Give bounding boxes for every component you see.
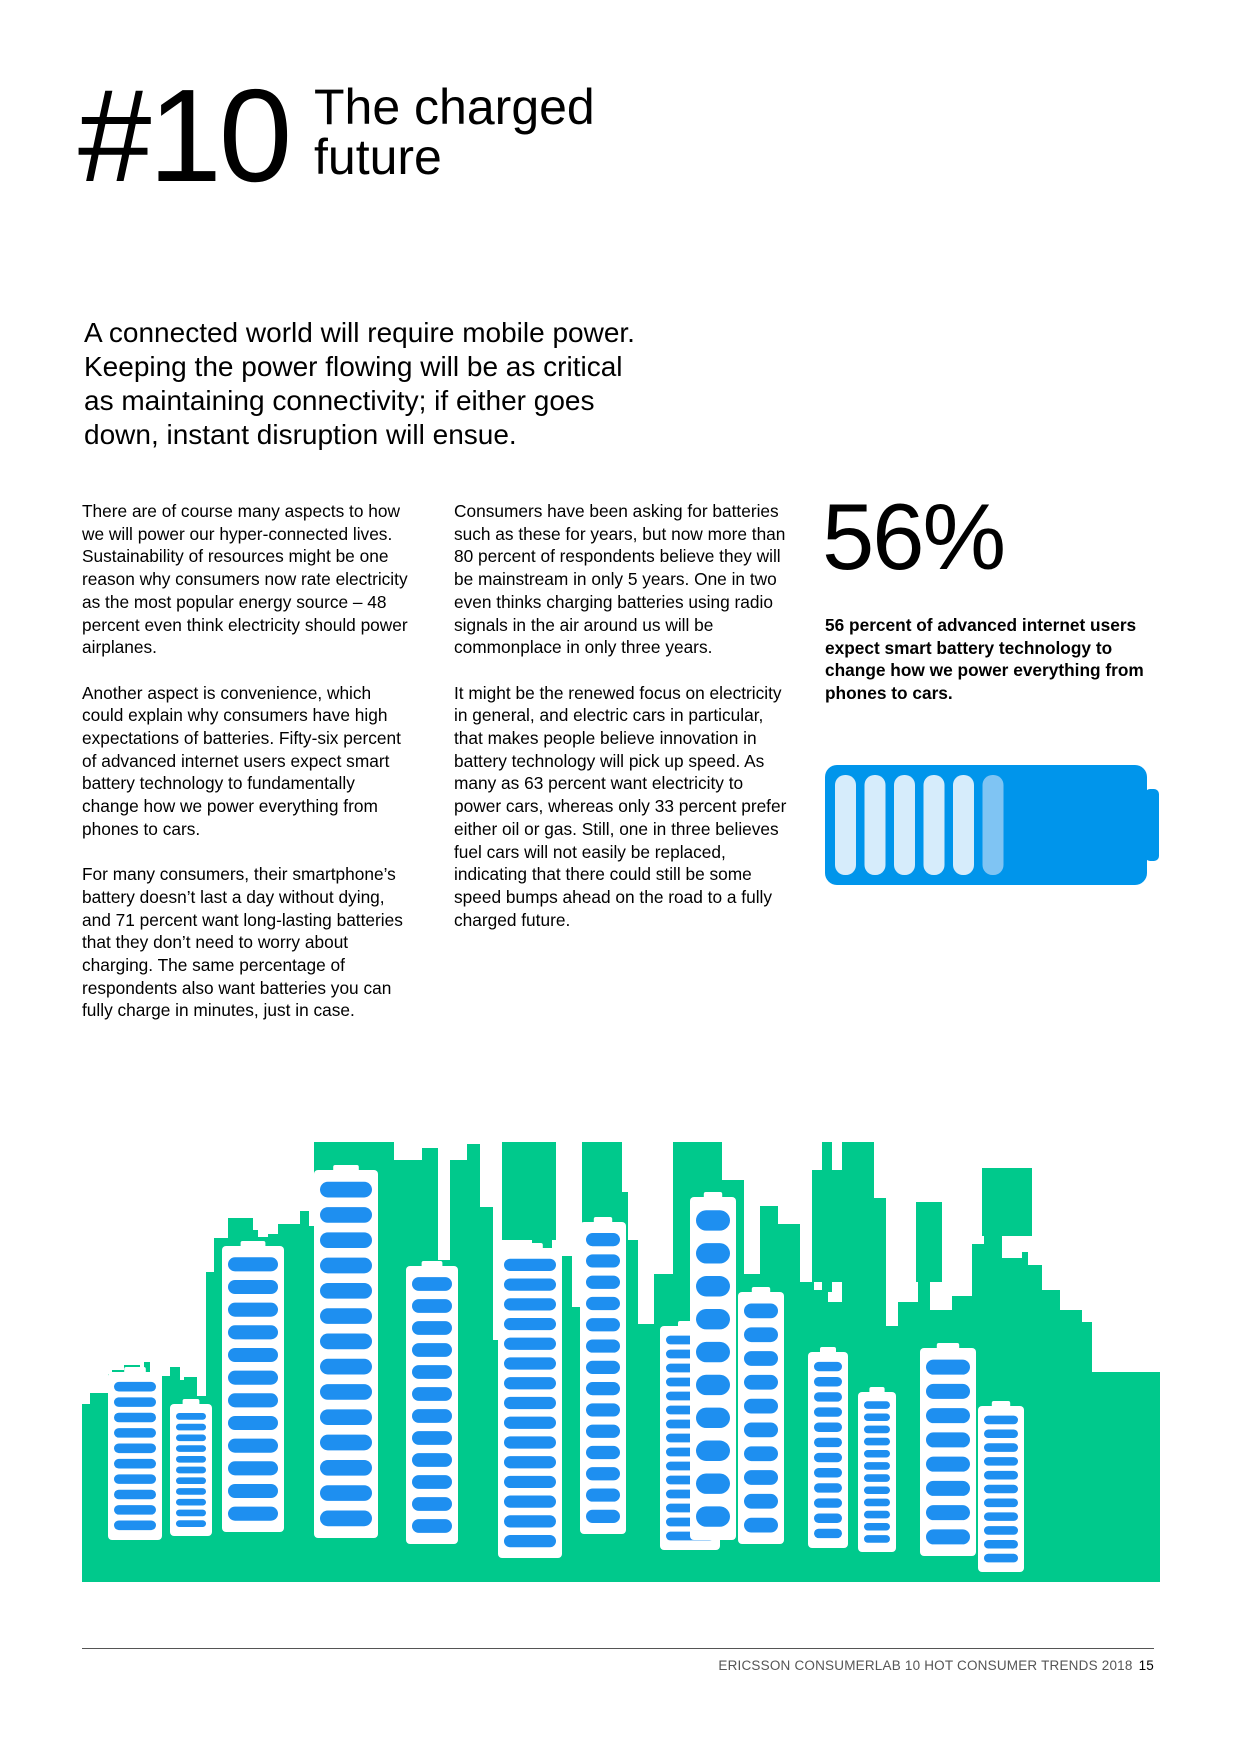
- tower-battery-cell: [864, 1413, 890, 1421]
- footer-rule: [82, 1648, 1154, 1649]
- tower-battery-cell: [320, 1207, 372, 1223]
- title-line-1: The charged: [314, 79, 595, 135]
- tower-battery-cell: [320, 1384, 372, 1400]
- tower-battery-cell: [176, 1456, 206, 1463]
- tower-battery-cell: [228, 1461, 278, 1475]
- tower-battery-cell: [696, 1243, 730, 1263]
- tower-battery-cell: [320, 1435, 372, 1451]
- battery-bar-full: [924, 775, 945, 875]
- tower-battery-cell: [926, 1505, 970, 1520]
- tower-battery-cell: [696, 1276, 730, 1296]
- body-column-1: [82, 500, 412, 1045]
- battery-bar-partial: [983, 775, 1004, 875]
- tower-battery-terminal: [752, 1287, 770, 1294]
- tower-battery-cell: [814, 1498, 842, 1507]
- stat-value: 56%: [822, 484, 1005, 589]
- tower-battery-cell: [984, 1416, 1018, 1425]
- tower-battery-cell: [814, 1483, 842, 1492]
- footer: [718, 1658, 1154, 1673]
- tower-battery-cell: [864, 1535, 890, 1543]
- tower-battery-cell: [320, 1283, 372, 1299]
- tower-battery-cell: [320, 1485, 372, 1501]
- tower-battery-cell: [926, 1529, 970, 1544]
- tower-battery-cell: [412, 1387, 452, 1401]
- tower-battery-cell: [864, 1462, 890, 1470]
- tower-battery-cell: [504, 1456, 556, 1468]
- body-paragraph: There are of course many aspects to how we will power our hyper-connected lives. Sustainability of resources might be one reason why consumers now rate electricity as the most popular energy source – 48 percent even think electricity should power airplanes.: [82, 501, 408, 658]
- tower-battery-cell: [586, 1382, 620, 1395]
- tower-battery-cell: [320, 1334, 372, 1350]
- tower-battery-cell: [926, 1481, 970, 1496]
- tower-battery-cell: [814, 1438, 842, 1447]
- tower-battery-cell: [504, 1476, 556, 1488]
- tower-battery-cell: [586, 1510, 620, 1523]
- tower-battery-cell: [696, 1309, 730, 1329]
- tower-battery-cell: [114, 1382, 156, 1392]
- tower-battery-cell: [504, 1377, 556, 1389]
- tower-battery-cell: [586, 1233, 620, 1246]
- tower-battery-cell: [984, 1499, 1018, 1508]
- tower-battery-cell: [984, 1443, 1018, 1452]
- lead-line: Keeping the power flowing will be as critical: [84, 351, 623, 382]
- tower-battery-terminal: [517, 1243, 543, 1250]
- tower-battery-terminal: [869, 1387, 884, 1394]
- tower-battery-cell: [176, 1413, 206, 1420]
- tower-battery-cell: [504, 1338, 556, 1350]
- tower-battery-cell: [228, 1303, 278, 1317]
- tower-battery-cell: [228, 1393, 278, 1407]
- tower-battery-cell: [864, 1511, 890, 1519]
- tower-battery-cell: [814, 1514, 842, 1523]
- tower-battery-cell: [176, 1488, 206, 1495]
- tower-battery-cell: [696, 1210, 730, 1230]
- battery-bar-full: [865, 775, 886, 875]
- page-number: 15: [1138, 1658, 1154, 1673]
- tower-battery-cell: [696, 1473, 730, 1493]
- tower-battery-cell: [984, 1429, 1018, 1438]
- tower-battery-cell: [744, 1327, 778, 1342]
- tower-battery-cell: [864, 1523, 890, 1531]
- tower-battery-cell: [412, 1277, 452, 1291]
- tower-battery-cell: [504, 1318, 556, 1330]
- tower-battery-terminal: [183, 1399, 200, 1406]
- tower-battery-cell: [228, 1280, 278, 1294]
- tower-battery-cell: [504, 1436, 556, 1448]
- tower-battery-cell: [228, 1484, 278, 1498]
- tower-battery-cell: [814, 1392, 842, 1401]
- city-battery-illustration: [82, 1142, 1162, 1582]
- lead-line: down, instant disruption will ensue.: [84, 419, 517, 450]
- tower-battery-cell: [696, 1506, 730, 1526]
- tower-battery-cell: [744, 1375, 778, 1390]
- tower-battery-cell: [504, 1259, 556, 1271]
- tower-battery-cell: [320, 1232, 372, 1248]
- tower-battery-cell: [586, 1254, 620, 1267]
- tower-battery-cell: [864, 1499, 890, 1507]
- tower-battery-cell: [744, 1399, 778, 1414]
- tower-battery-cell: [744, 1518, 778, 1533]
- tower-battery-cell: [412, 1453, 452, 1467]
- tower-battery-cell: [504, 1278, 556, 1290]
- page-title: [314, 79, 595, 185]
- tower-battery-terminal: [992, 1401, 1010, 1408]
- tower-battery-cell: [586, 1297, 620, 1310]
- tower-battery-cell: [744, 1351, 778, 1366]
- tower-battery-terminal: [594, 1217, 612, 1224]
- tower-battery-cell: [696, 1441, 730, 1461]
- trend-number: #10: [78, 62, 290, 209]
- tower-battery-cell: [984, 1554, 1018, 1563]
- tower-battery-cell: [320, 1409, 372, 1425]
- tower-battery-cell: [504, 1397, 556, 1409]
- tower-battery-cell: [984, 1526, 1018, 1535]
- tower-battery-cell: [984, 1457, 1018, 1466]
- tower-battery-cell: [228, 1257, 278, 1271]
- tower-battery-cell: [228, 1507, 278, 1521]
- tower-battery-cell: [864, 1426, 890, 1434]
- tower-battery-terminal: [333, 1165, 359, 1172]
- tower-battery-cell: [114, 1490, 156, 1500]
- tower-battery-terminal: [124, 1367, 146, 1374]
- tower-battery-cell: [228, 1348, 278, 1362]
- tower-battery-cell: [176, 1424, 206, 1431]
- tower-battery-cell: [926, 1384, 970, 1399]
- tower-battery-cell: [814, 1377, 842, 1386]
- tower-battery-cell: [176, 1520, 206, 1527]
- body-paragraph: For many consumers, their smartphone’s battery doesn’t last a day without dying, and 71 percent want long-lasting batteries that they don’t need to worry about charging. The same percentage of respondents also want batteries you can fully charge in minutes, just in case.: [82, 864, 403, 1021]
- tower-battery-cell: [864, 1401, 890, 1409]
- tower-battery-cell: [864, 1450, 890, 1458]
- body-column-2: [454, 500, 794, 954]
- tower-battery-cell: [114, 1459, 156, 1469]
- lead-line: A connected world will require mobile power.: [84, 317, 635, 348]
- tower-battery-cell: [114, 1474, 156, 1484]
- tower-battery-cell: [412, 1299, 452, 1313]
- tower-battery-cell: [864, 1474, 890, 1482]
- tower-battery-cell: [114, 1413, 156, 1423]
- lead-line: as maintaining connectivity; if either goes: [84, 385, 595, 416]
- tower-battery-cell: [814, 1407, 842, 1416]
- body-paragraph: It might be the renewed focus on electricity in general, and electric cars in particular, that makes people believe innovation in battery technology will pick up speed. As many as 63 percent want electricity to power cars, whereas only 33 percent prefer either oil or gas. Still, one in three believes fuel cars will not easily be replaced, indicating that there could still be some speed bumps ahead on the road to a fully charged future.: [454, 682, 787, 930]
- tower-battery: [314, 1170, 378, 1538]
- tower-battery-cell: [586, 1339, 620, 1352]
- tower-battery-cell: [320, 1460, 372, 1476]
- tower-battery-cell: [814, 1468, 842, 1477]
- tower-battery-cell: [586, 1403, 620, 1416]
- tower-battery-cell: [320, 1359, 372, 1375]
- tower-battery-cell: [744, 1304, 778, 1319]
- tower-battery-cell: [864, 1486, 890, 1494]
- tower-battery-cell: [504, 1496, 556, 1508]
- tower-battery-cell: [320, 1511, 372, 1527]
- tower-battery-cell: [504, 1298, 556, 1310]
- tower-battery-cell: [814, 1453, 842, 1462]
- tower-battery-cell: [412, 1431, 452, 1445]
- tower-battery-terminal: [704, 1192, 722, 1199]
- tower-battery-cell: [504, 1357, 556, 1369]
- tower-battery: [920, 1348, 976, 1556]
- tower-battery-cell: [984, 1471, 1018, 1480]
- tower-battery-cell: [696, 1375, 730, 1395]
- tower-battery-cell: [586, 1446, 620, 1459]
- tower-battery-cell: [176, 1445, 206, 1452]
- tower-battery-cell: [176, 1434, 206, 1441]
- tower-battery-cell: [114, 1521, 156, 1531]
- battery-terminal: [1145, 789, 1159, 861]
- tower-battery-cell: [504, 1417, 556, 1429]
- tower-battery-cell: [744, 1470, 778, 1485]
- tower-battery-cell: [926, 1457, 970, 1472]
- tower-battery-cell: [412, 1475, 452, 1489]
- tower-battery-cell: [320, 1258, 372, 1274]
- tower-battery-cell: [814, 1423, 842, 1432]
- tower-battery-cell: [926, 1360, 970, 1375]
- tower-battery-cell: [176, 1510, 206, 1517]
- tower-battery-cell: [984, 1485, 1018, 1494]
- title-line-2: future: [314, 129, 442, 185]
- tower-battery-cell: [586, 1318, 620, 1331]
- tower-battery-cell: [984, 1540, 1018, 1549]
- tower-battery-cell: [586, 1488, 620, 1501]
- tower-battery: [580, 1222, 626, 1534]
- tower-battery-cell: [926, 1408, 970, 1423]
- tower-battery-cell: [412, 1409, 452, 1423]
- tower-battery-cell: [114, 1397, 156, 1407]
- tower-battery-cell: [228, 1439, 278, 1453]
- tower-battery-terminal: [422, 1261, 443, 1268]
- tower-battery-cell: [320, 1308, 372, 1324]
- tower-battery-cell: [744, 1494, 778, 1509]
- tower-battery-cell: [744, 1423, 778, 1438]
- tower-battery-cell: [586, 1425, 620, 1438]
- tower-battery-cell: [412, 1321, 452, 1335]
- tower-battery-cell: [814, 1529, 842, 1538]
- tower-battery-cell: [228, 1371, 278, 1385]
- body-paragraph: Another aspect is convenience, which could explain why consumers have high expectations of batteries. Fifty-six percent of advanced internet users expect smart battery technology to fundamentally change how we power everything from phones to cars.: [82, 682, 401, 839]
- tower-battery-cell: [412, 1519, 452, 1533]
- tower-battery-cell: [176, 1477, 206, 1484]
- tower-battery-cell: [926, 1432, 970, 1447]
- battery-icon: [825, 765, 1165, 895]
- tower-battery-cell: [984, 1512, 1018, 1521]
- battery-bar-full: [835, 775, 856, 875]
- tower-battery-cell: [114, 1444, 156, 1454]
- tower-battery-cell: [586, 1276, 620, 1289]
- tower-battery-cell: [320, 1182, 372, 1198]
- tower-battery-cell: [586, 1361, 620, 1374]
- tower-battery: [108, 1372, 162, 1540]
- tower-battery-cell: [176, 1499, 206, 1506]
- tower-battery-terminal: [937, 1343, 959, 1350]
- tower-battery-terminal: [820, 1347, 836, 1354]
- tower-battery-cell: [114, 1428, 156, 1438]
- tower-battery-cell: [114, 1505, 156, 1515]
- stat-caption: 56 percent of advanced internet users expect smart battery technology to change how we power everything from phones to cars.: [825, 615, 1144, 704]
- battery-bar-full: [953, 775, 974, 875]
- tower-battery-cell: [744, 1446, 778, 1461]
- tower-battery-cell: [696, 1408, 730, 1428]
- tower-battery-cell: [864, 1438, 890, 1446]
- tower-battery-cell: [696, 1342, 730, 1362]
- battery-bar-full: [894, 775, 915, 875]
- body-paragraph: Consumers have been asking for batteries such as these for years, but now more than 80 percent of respondents believe they will be mainstream in only 5 years. One in two even thinks charging batteries using radio signals in the air around us will be commonplace in only three years.: [454, 501, 786, 658]
- tower-battery-cell: [586, 1467, 620, 1480]
- tower-battery-cell: [504, 1535, 556, 1547]
- lead-paragraph: [84, 316, 704, 452]
- tower-battery-cell: [814, 1362, 842, 1371]
- tower-battery-cell: [412, 1343, 452, 1357]
- tower-battery-cell: [412, 1365, 452, 1379]
- footer-text: ERICSSON CONSUMERLAB 10 HOT CONSUMER TRENDS 2018: [718, 1658, 1133, 1673]
- tower-battery-terminal: [241, 1241, 266, 1248]
- tower-battery-cell: [176, 1467, 206, 1474]
- tower-battery-cell: [228, 1416, 278, 1430]
- tower-battery-cell: [412, 1497, 452, 1511]
- tower-battery-cell: [228, 1325, 278, 1339]
- tower-battery-cell: [504, 1515, 556, 1527]
